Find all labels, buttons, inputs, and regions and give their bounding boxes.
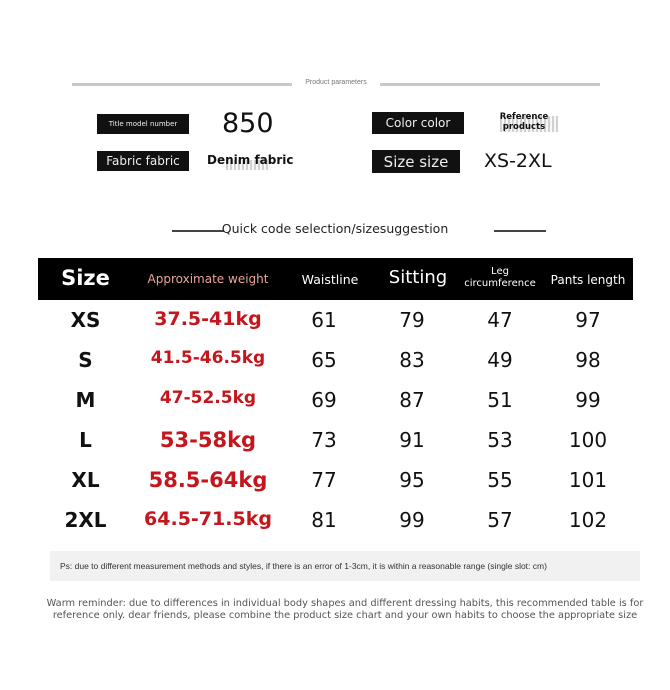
- title-model-value: 850: [222, 108, 274, 139]
- cell-waistline: 65: [311, 348, 337, 372]
- cell-sitting: 79: [399, 308, 425, 332]
- cell-waistline: 73: [311, 428, 337, 452]
- size-value: XS-2XL: [484, 150, 552, 172]
- cell-leg: 49: [487, 348, 513, 372]
- color-value: Reference products: [499, 112, 549, 132]
- measurement-note: Ps: due to different measurement methods and styles, if there is an error of 1-3cm, it is within a reasonable range (single slot: cm): [50, 551, 640, 581]
- title-model-label: Title model number: [97, 114, 189, 134]
- cell-sitting: 91: [399, 428, 425, 452]
- cell-pants: 99: [575, 388, 601, 412]
- cell-size: XL: [71, 468, 100, 492]
- cell-leg: 47: [487, 308, 513, 332]
- table-row: [38, 468, 633, 508]
- table-row: [38, 428, 633, 468]
- cell-sitting: 83: [399, 348, 425, 372]
- cell-pants: 98: [575, 348, 601, 372]
- cell-weight: 41.5-46.5kg: [150, 348, 266, 368]
- cell-weight: 47-52.5kg: [159, 388, 257, 408]
- cell-size: M: [75, 388, 96, 412]
- cell-leg: 57: [487, 508, 513, 532]
- table-row: [38, 388, 633, 428]
- cell-size: L: [79, 428, 92, 452]
- cell-sitting: 95: [399, 468, 425, 492]
- cell-pants: 101: [568, 468, 608, 492]
- header-line-left: [72, 83, 292, 86]
- cell-pants: 97: [575, 308, 601, 332]
- cell-size: 2XL: [64, 508, 107, 532]
- header-weight: Approximate weight: [147, 272, 269, 286]
- table-row: [38, 508, 633, 548]
- section-title: Quick code selection/sizesuggestion: [221, 221, 449, 236]
- header-title: Product parameters: [296, 79, 376, 86]
- size-table-header: [38, 258, 633, 300]
- cell-pants: 102: [568, 508, 608, 532]
- header-size: Size: [61, 266, 110, 290]
- cell-pants: 100: [568, 428, 608, 452]
- header-line-right: [380, 83, 600, 86]
- color-label: Color color: [372, 112, 464, 134]
- cell-waistline: 81: [311, 508, 337, 532]
- cell-leg: 53: [487, 428, 513, 452]
- header-sitting: Sitting: [388, 267, 448, 288]
- cell-size: XS: [70, 308, 101, 332]
- cell-weight: 58.5-64kg: [148, 468, 268, 492]
- cell-leg: 51: [487, 388, 513, 412]
- fabric-value: Denim fabric: [207, 153, 294, 167]
- fabric-label: Fabric fabric: [97, 151, 189, 171]
- table-row: [38, 348, 633, 388]
- cell-sitting: 87: [399, 388, 425, 412]
- header-waistline: Waistline: [301, 272, 359, 287]
- size-label: Size size: [372, 150, 460, 173]
- section-dash-right: [494, 230, 546, 232]
- cell-weight: 37.5-41kg: [154, 308, 262, 330]
- cell-weight: 64.5-71.5kg: [144, 508, 272, 530]
- cell-leg: 55: [487, 468, 513, 492]
- cell-size: S: [78, 348, 93, 372]
- cell-waistline: 77: [311, 468, 337, 492]
- cell-waistline: 61: [311, 308, 337, 332]
- cell-waistline: 69: [311, 388, 337, 412]
- table-row: [38, 308, 633, 348]
- cell-sitting: 99: [399, 508, 425, 532]
- cell-weight: 53-58kg: [159, 428, 257, 452]
- header-leg-circumference: Leg circumference: [464, 266, 536, 289]
- warm-reminder: Warm reminder: due to differences in individual body shapes and different dressing habits, this recommended table is for reference only. dear friends, please combine the product size chart and your own habits to choose the appropriate size: [46, 598, 644, 621]
- header-pants-length: Pants length: [550, 273, 626, 287]
